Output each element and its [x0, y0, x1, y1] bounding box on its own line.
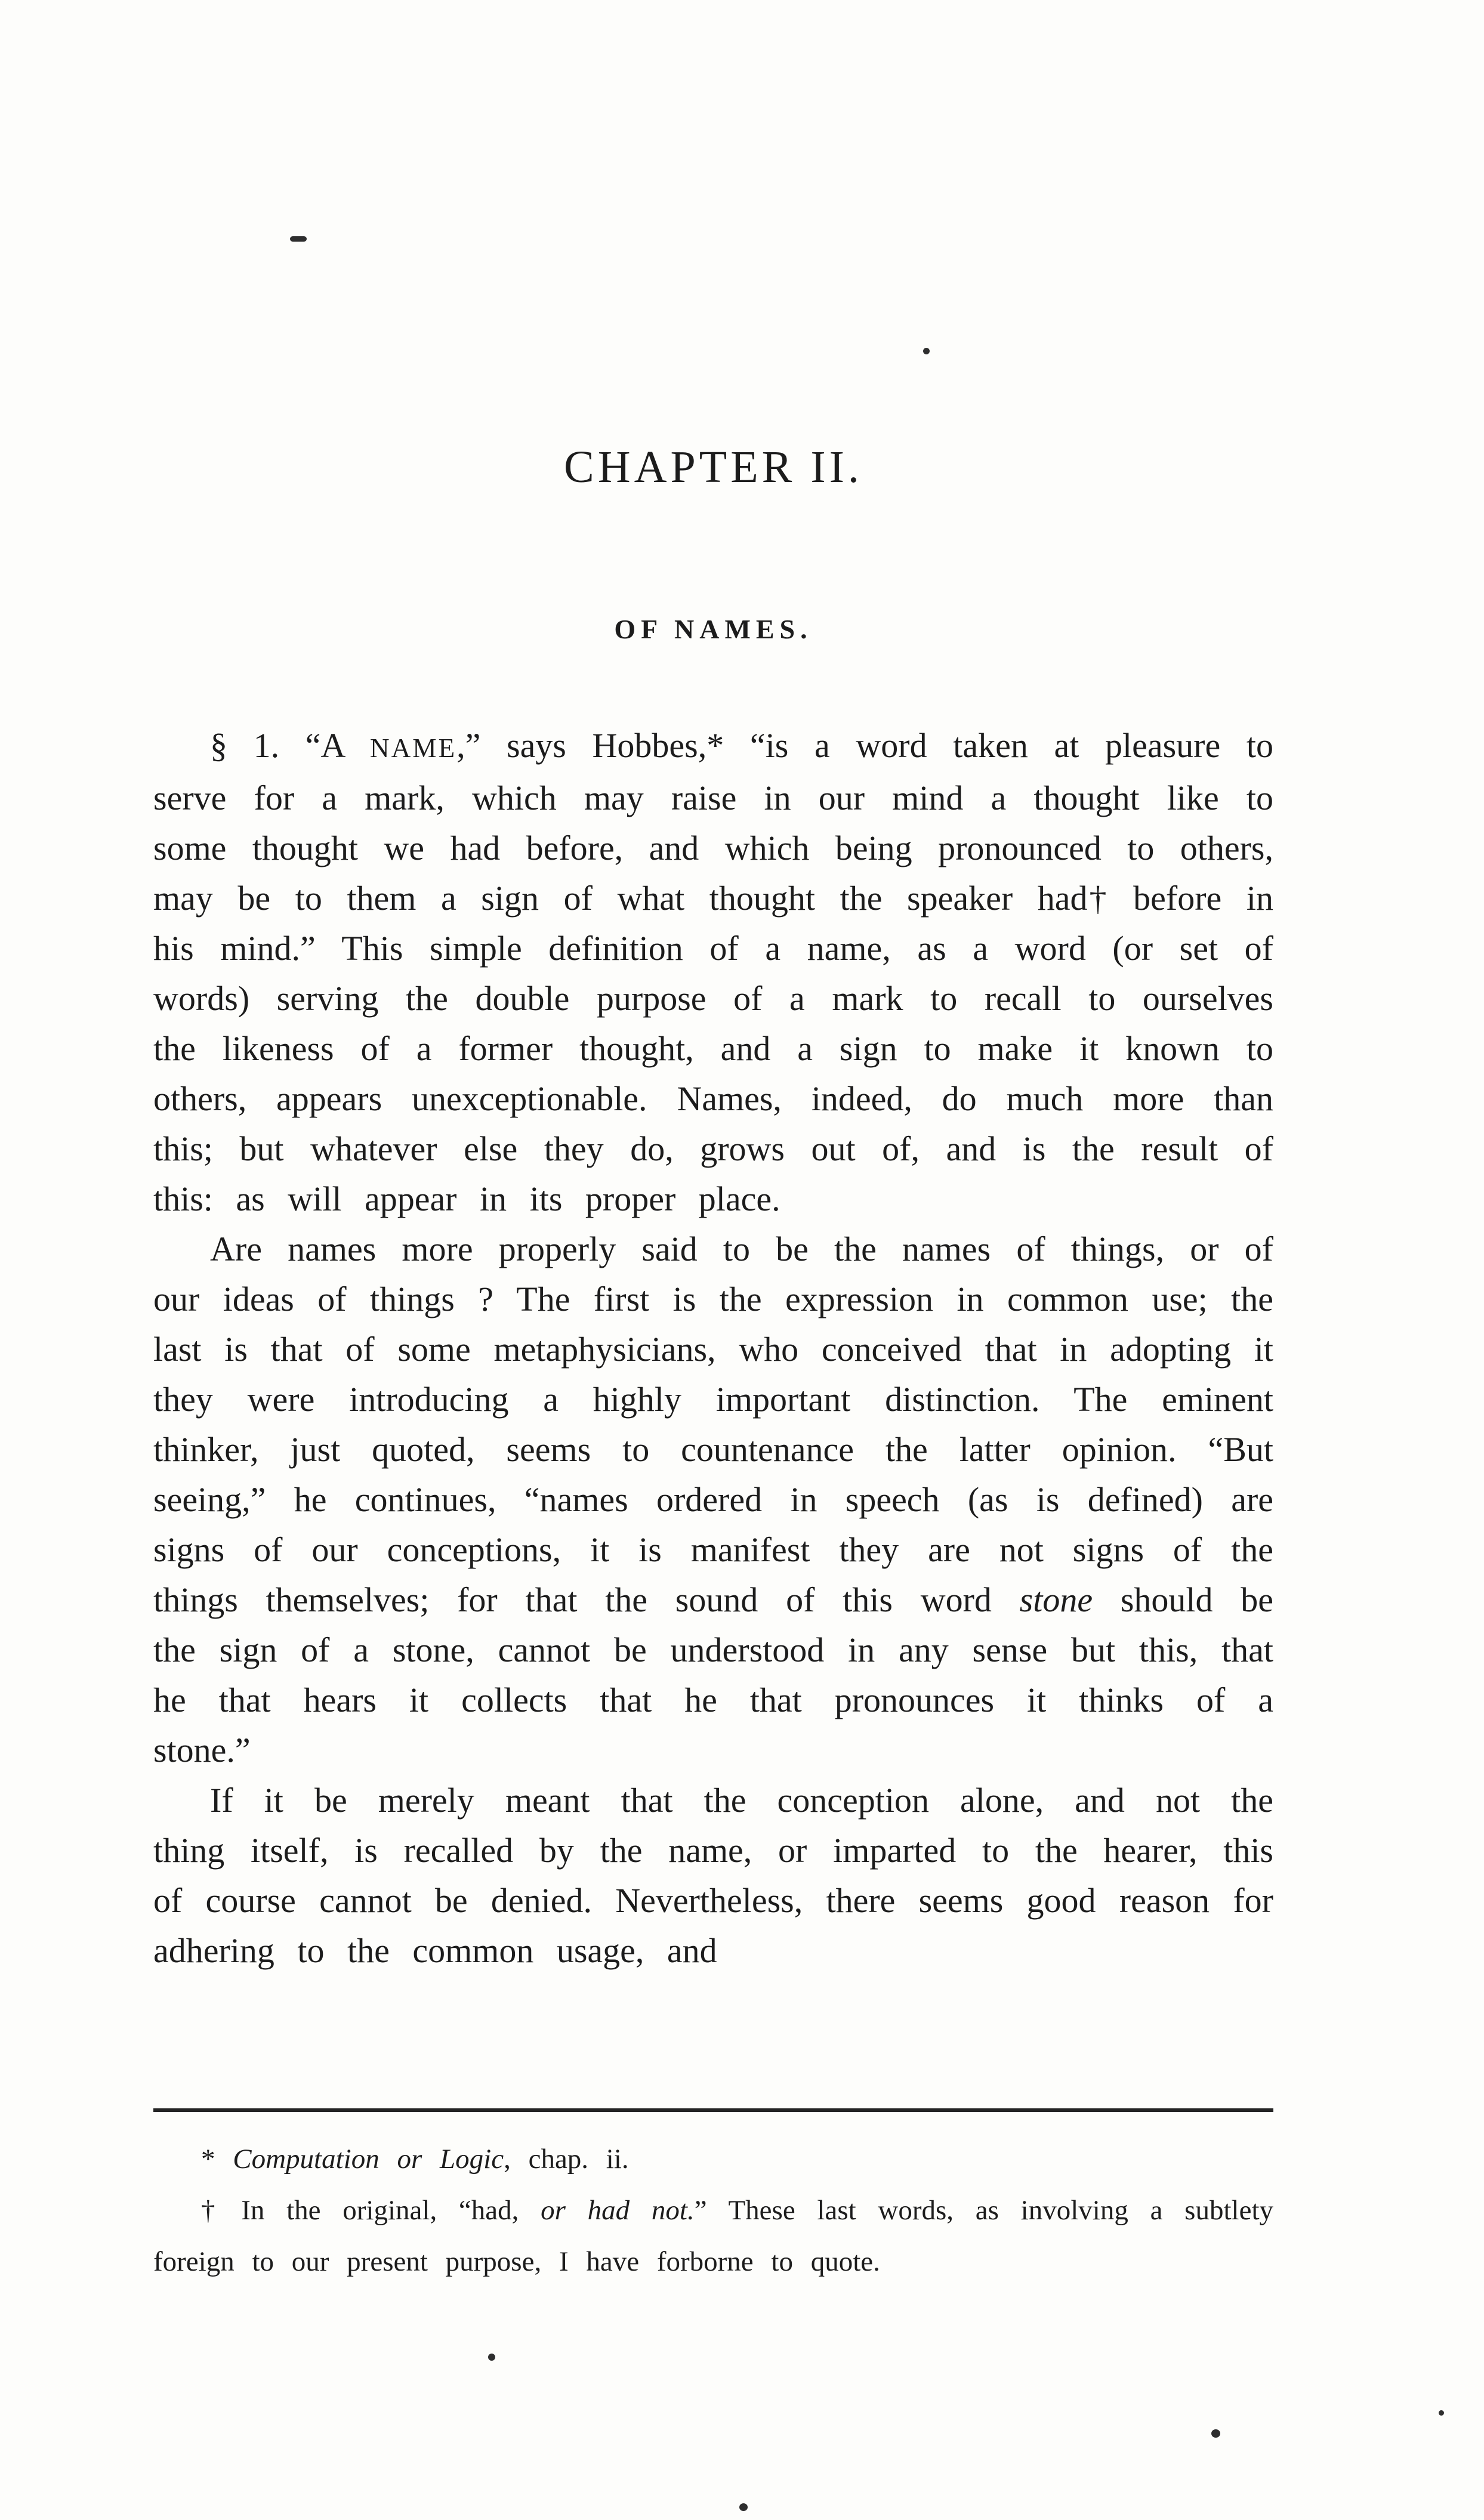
- paragraph-1: [153, 721, 1273, 1224]
- ink-speck: [1211, 2429, 1220, 2438]
- body-text: [153, 721, 1273, 1976]
- text-run: † In the original, “had,: [201, 2195, 541, 2226]
- ink-speck-dash: [290, 236, 307, 242]
- text-run: should be the sign of a stone, cannot be understood in any sense but this, that he that hears it collects that he that pronounces it thinks of a stone.”: [153, 1580, 1273, 1769]
- ink-speck: [739, 2503, 748, 2511]
- footnote-1: [153, 2133, 1273, 2185]
- ink-speck: [923, 348, 930, 354]
- paragraph-3: [153, 1775, 1273, 1976]
- text-run: or had not.: [541, 2195, 695, 2226]
- text-run: ,” says Hobbes,* “is a word taken at pleasure to serve for a mark, which may raise in our mind a thought like to some thought we had before, and which being pronounced to others, may be to them a sign of what thought the speaker had† before in his mind.” This simple definition of a name, as a word (or set of words) serving the double purpose of a mark to recall to ourselves the likeness of a former thought, and a sign to make it known to others, appears unexceptionable. Names, indeed, do much more than this; but whatever else they do, grows out of, and is the result of this: as will appear in its proper place.: [153, 726, 1273, 1218]
- text-run: stone: [1019, 1580, 1093, 1619]
- section-title: OF NAMES.: [614, 614, 813, 644]
- paragraph-2: [153, 1224, 1273, 1775]
- text-run: NAME: [369, 733, 457, 763]
- footnotes: [153, 2133, 1273, 2287]
- footnote-separator-rule: [153, 2108, 1273, 2112]
- ink-speck: [1439, 2410, 1444, 2416]
- text-run: Computation or Logic: [233, 2144, 504, 2175]
- footnote-2: [153, 2185, 1273, 2287]
- text-run: If it be merely meant that the conception alone, and not the thing itself, is recalled by the name, or imparted to the hearer, this of course cannot be denied. Nevertheless, there seems good reason for adhering to the common usage, and: [153, 1781, 1273, 1970]
- text-run: , chap. ii.: [504, 2144, 629, 2175]
- text-run: § 1. “A: [210, 726, 370, 765]
- chapter-title: CHAPTER II.: [564, 442, 863, 492]
- text-run: ” These last words, as involving a subtlety foreign to our present purpose, I have forborne to quote.: [153, 2195, 1273, 2277]
- ink-speck: [488, 2354, 495, 2361]
- text-run: *: [201, 2144, 233, 2175]
- text-run: Are names more properly said to be the names of things, or of our ideas of things ? The first is the expression in common use; the last is that of some metaphysicians, who conceived that in adopting it they were introducing a highly important distinction. The eminent thinker, just quoted, seems to countenance the latter opinion. “But seeing,” he continues, “names ordered in speech (as is defined) are signs of our conceptions, it is manifest they are not signs of the things themselves; for that the sound of this word: [153, 1230, 1273, 1619]
